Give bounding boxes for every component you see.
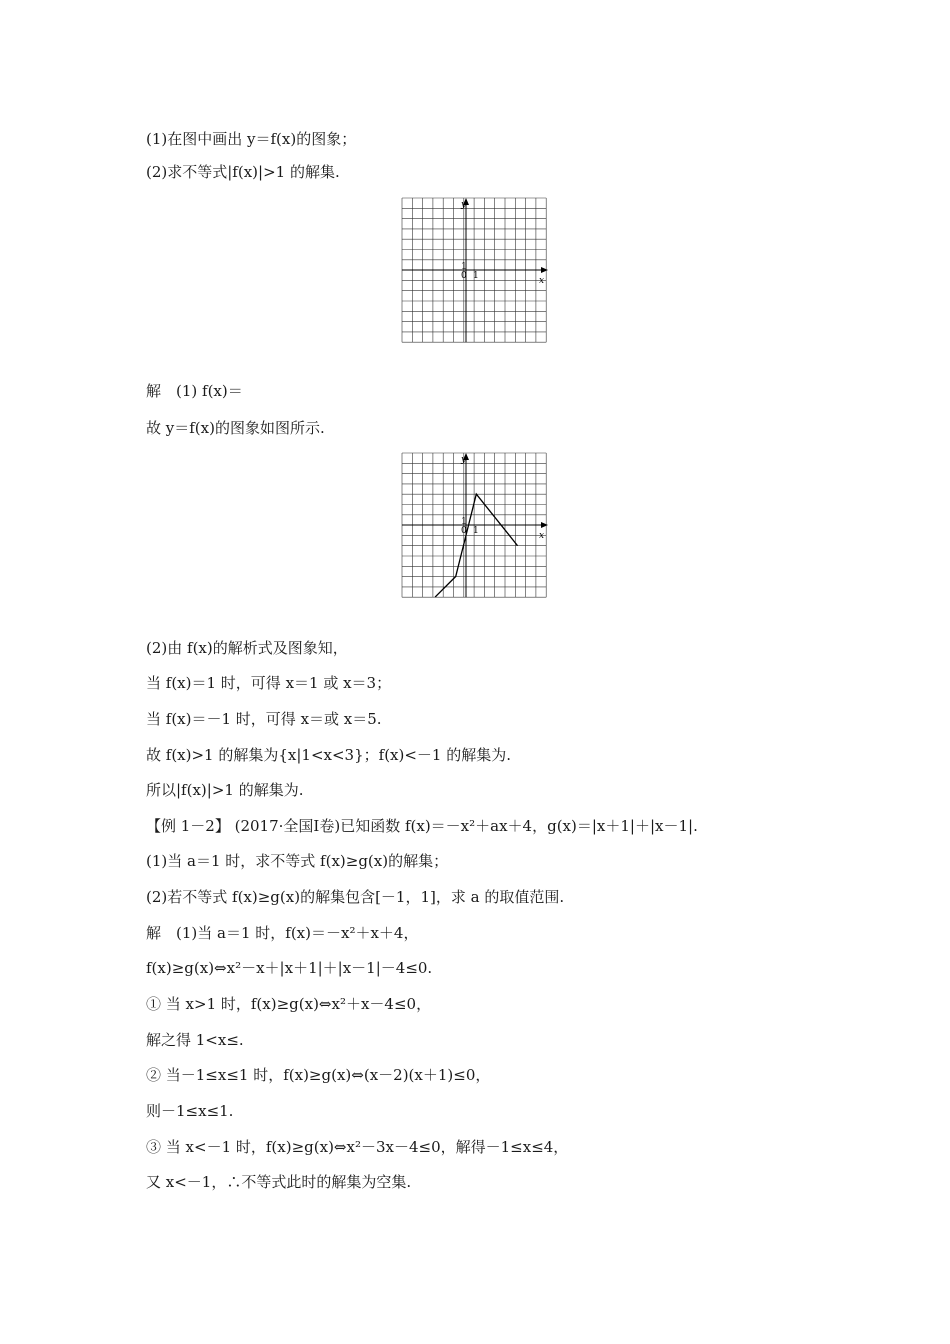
tick-1-x: 1 [473, 526, 479, 536]
solution-6: 故 f(x)>1 的解集为{x|1<x<3}；f(x)<－1 的解集为. [146, 746, 512, 764]
question-1: (1)在图中画出 y＝f(x)的图象； [146, 130, 357, 148]
x-axis-arrow [541, 522, 548, 528]
example-line-6: 则－1≤x≤1. [146, 1102, 234, 1120]
x-axis-label: x [539, 531, 545, 541]
example-line-5: ② 当－1≤x≤1 时，f(x)≥g(x)⇔(x－2)(x＋1)≤0， [146, 1066, 491, 1084]
function-grid [401, 452, 551, 600]
example-line-3: ① 当 x>1 时，f(x)≥g(x)⇔x²＋x－4≤0， [146, 995, 432, 1013]
example-question-1: (1)当 a＝1 时，求不等式 f(x)≥g(x)的解集； [146, 852, 449, 870]
example-title: 【例 1－2】 (2017·全国Ⅰ卷)已知函数 f(x)＝－x²＋ax＋4，g(x)＝|x＋1|＋|x－1|. [146, 817, 698, 835]
solution-4: 当 f(x)＝1 时，可得 x＝1 或 x＝3； [146, 674, 392, 692]
y-axis-label: y [461, 455, 467, 465]
empty-grid [401, 197, 551, 345]
y-axis-label: y [461, 200, 467, 210]
origin-label: 0 [461, 526, 467, 536]
solution-2: 故 y＝f(x)的图象如图所示. [146, 419, 325, 437]
tick-1-x: 1 [473, 271, 479, 281]
example-line-8: 又 x<－1，∴不等式此时的解集为空集. [146, 1173, 412, 1191]
solution-5: 当 f(x)＝－1 时，可得 x＝或 x＝5. [146, 710, 382, 728]
x-axis-label: x [539, 276, 545, 286]
question-2: (2)求不等式|f(x)|>1 的解集. [146, 163, 340, 181]
example-line-7: ③ 当 x<－1 时，f(x)≥g(x)⇔x²－3x－4≤0，解得－1≤x≤4， [146, 1138, 569, 1156]
solution-1: 解 (1) f(x)＝ [146, 382, 243, 400]
example-question-2: (2)若不等式 f(x)≥g(x)的解集包含[－1，1]，求 a 的取值范围. [146, 888, 565, 906]
tick-1-y: 1 [461, 262, 467, 272]
tick-1-y: 1 [461, 517, 467, 527]
solution-7: 所以|f(x)|>1 的解集为. [146, 781, 304, 799]
coordinate-grid-graph [401, 452, 551, 600]
coordinate-grid-blank [401, 197, 551, 345]
origin-label: 0 [461, 271, 467, 281]
example-line-1: 解 (1)当 a＝1 时，f(x)＝－x²＋x＋4， [146, 924, 419, 942]
x-axis-arrow [541, 267, 548, 273]
example-line-4: 解之得 1<x≤. [146, 1031, 244, 1049]
solution-3: (2)由 f(x)的解析式及图象知， [146, 639, 348, 657]
example-line-2: f(x)≥g(x)⇔x²－x＋|x＋1|＋|x－1|－4≤0. [146, 959, 433, 977]
